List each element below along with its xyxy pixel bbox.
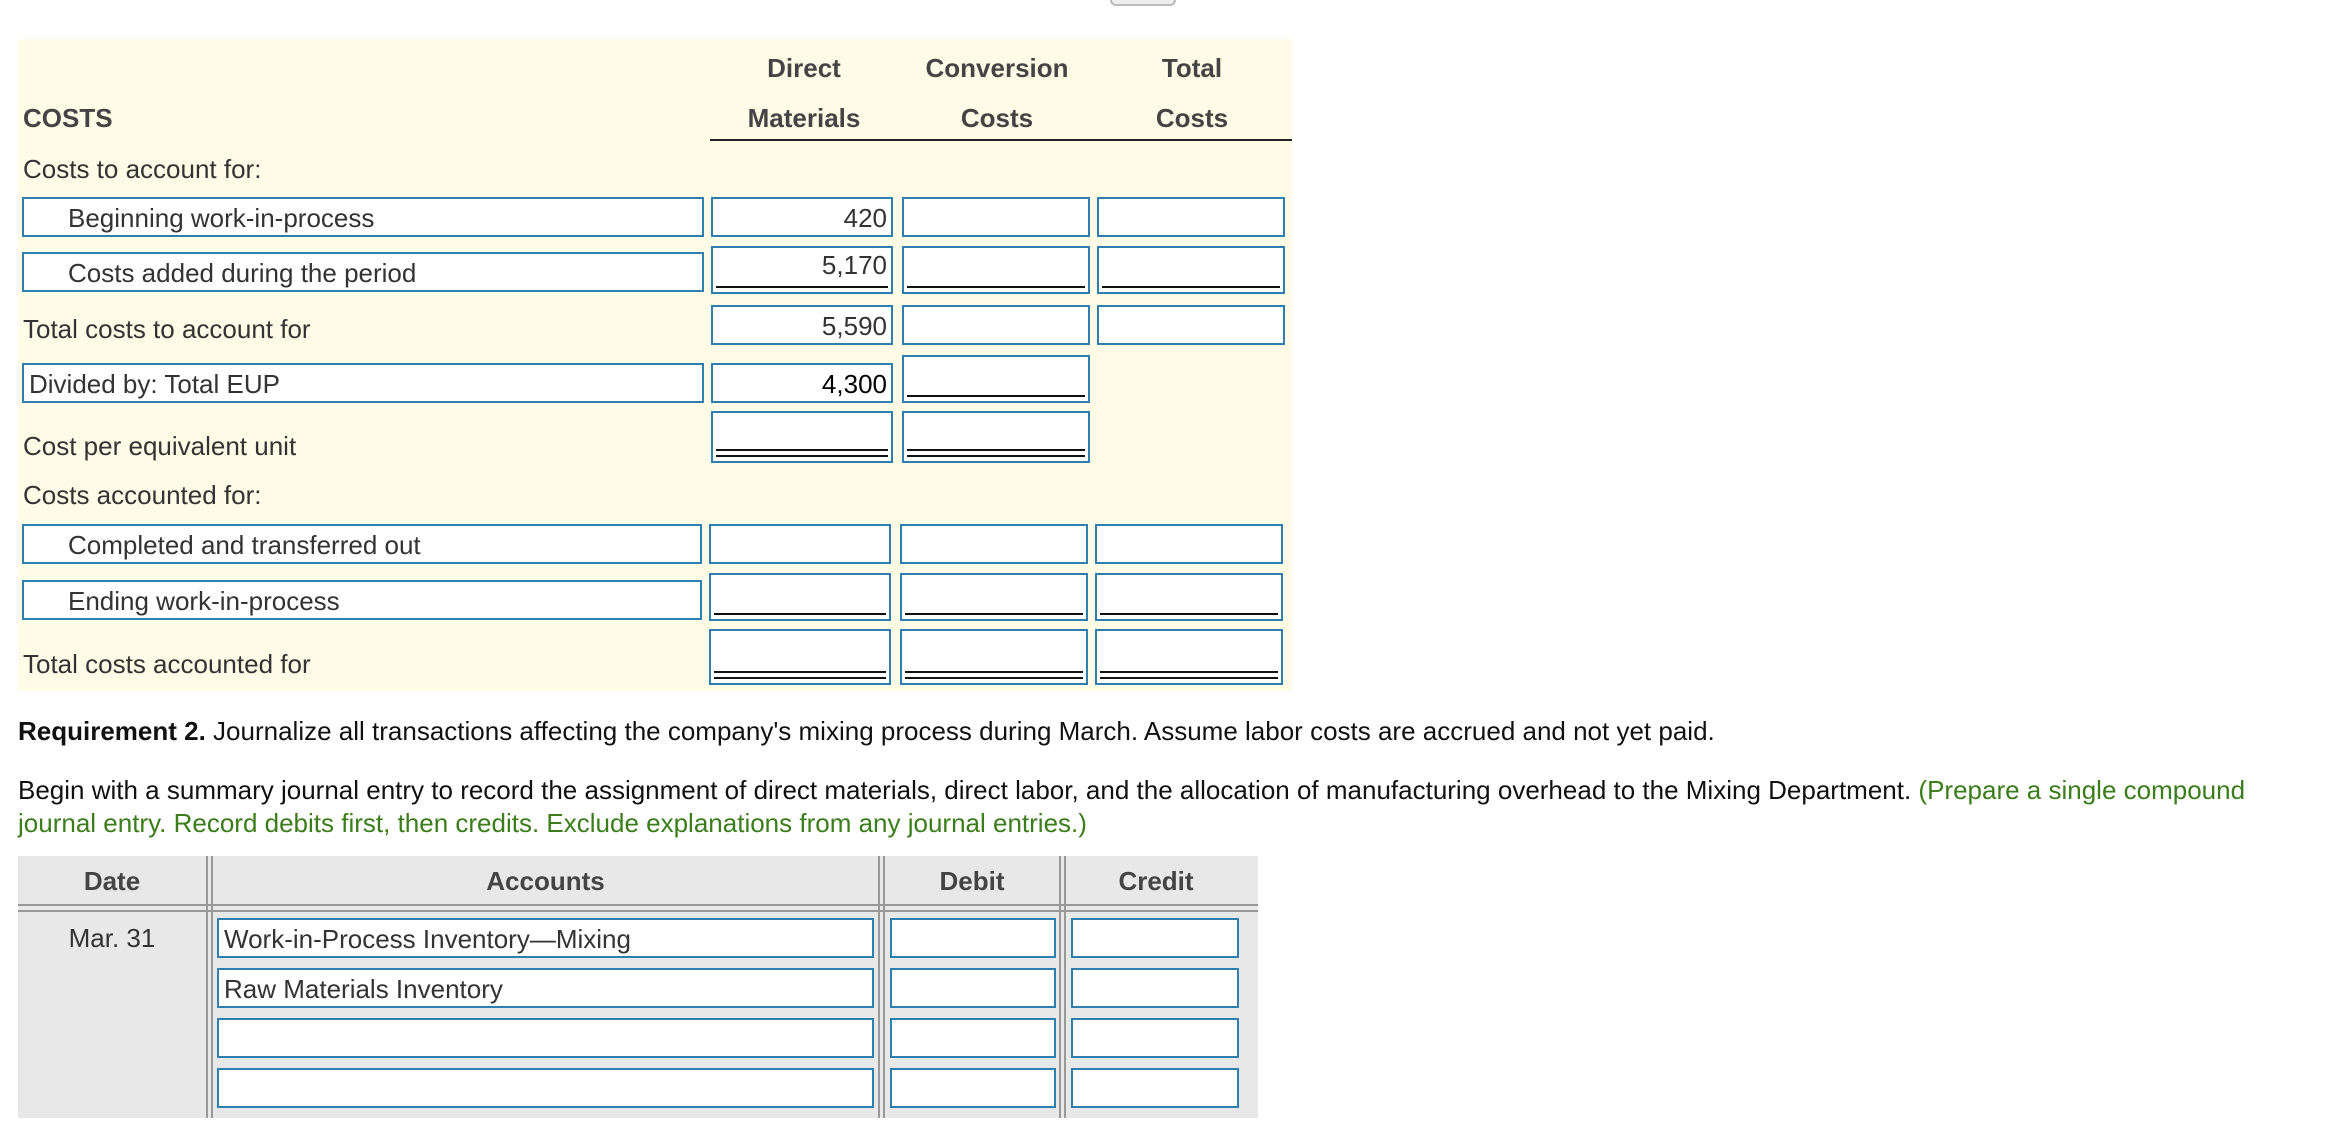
costs-added-dm-input[interactable]: 5,170 [711,246,893,294]
accounted-total-input[interactable] [1095,629,1283,685]
journal-credit-input-2[interactable] [1071,968,1239,1008]
completed-total-input[interactable] [1095,524,1283,564]
journal-debit-input-4[interactable] [890,1068,1056,1108]
ending-cc-input[interactable] [900,573,1088,621]
journal-sep-3 [1059,856,1066,1118]
journal-sep-2 [878,856,885,1118]
costs-added-cc-input[interactable] [902,246,1090,294]
requirement-label: Requirement 2. [18,716,206,746]
cc-header-line1: Conversion [925,53,1069,83]
journal-account-input-3[interactable] [217,1018,874,1058]
ending-wip-label: Ending work-in-process [22,580,702,620]
cpeu-dm-input[interactable] [711,411,893,463]
costs-added-total-input[interactable] [1097,246,1285,294]
beginning-wip-label: Beginning work-in-process [22,197,704,237]
total-costs-cc-input[interactable] [902,305,1090,345]
beginning-wip-cc-input[interactable] [902,197,1090,237]
journal-header-accounts: Accounts [486,866,605,896]
journal-sep-1 [206,856,213,1118]
total-costs-to-account-label: Total costs to account for [23,314,311,344]
requirement-paragraph [18,716,2308,747]
dm-header-line2: Materials [747,103,861,133]
journal-debit-input-3[interactable] [890,1018,1056,1058]
journal-credit-input-4[interactable] [1071,1068,1239,1108]
ending-total-input[interactable] [1095,573,1283,621]
eup-dm-input[interactable]: 4,300 [711,363,893,403]
journal-date: Mar. 31 [68,923,156,953]
total-costs-accounted-label: Total costs accounted for [23,649,311,679]
journal-credit-input-1[interactable] [1071,918,1239,958]
instruction-paragraph [18,774,2308,840]
instruction-text: Begin with a summary journal entry to record the assignment of direct materials, direct labor, and the allocation of manufacturing overhead to the Mixing Department. [18,775,1919,805]
eup-cc-input[interactable] [902,355,1090,403]
cc-header-line2: Costs [960,103,1034,133]
accounted-dm-input[interactable] [709,629,891,685]
tc-header-line1: Total [1161,53,1223,83]
completed-transferred-label: Completed and transferred out [22,524,702,564]
tc-header-line2: Costs [1155,103,1229,133]
journal-debit-input-1[interactable] [890,918,1056,958]
cost-per-eu-label: Cost per equivalent unit [23,431,297,461]
journal-header-debit: Debit [939,866,1005,896]
ending-dm-input[interactable] [709,573,891,621]
journal-header-date: Date [83,866,141,896]
costs-panel [18,39,1292,691]
journal-account-input-2[interactable]: Raw Materials Inventory [217,968,874,1008]
accounted-cc-input[interactable] [900,629,1088,685]
completed-cc-input[interactable] [900,524,1088,564]
dm-header-line1: Direct [767,53,841,83]
top-tab-remnant [1110,0,1176,6]
journal-table [18,856,1258,1118]
journal-account-input-4[interactable] [217,1068,874,1108]
requirement-text: Journalize all transactions affecting the company's mixing process during March. Assume labor costs are accrued and not yet paid. [205,716,1715,746]
total-costs-total-input[interactable] [1097,305,1285,345]
completed-dm-input[interactable] [709,524,891,564]
divided-by-eup-label: Divided by: Total EUP [22,363,704,403]
instruction-note: (Prepare a single compound journal entry. Record debits first, then credits. Exclude explanations from any journal entries.) [18,775,2246,838]
total-costs-dm-input[interactable]: 5,590 [711,305,893,345]
costs-to-account-label: Costs to account for: [23,154,262,184]
costs-accounted-for-label: Costs accounted for: [23,480,262,510]
cpeu-cc-input[interactable] [902,411,1090,463]
journal-debit-input-2[interactable] [890,968,1056,1008]
costs-title: COSTS [23,103,113,133]
journal-header-border [18,904,1258,912]
journal-credit-input-3[interactable] [1071,1018,1239,1058]
journal-account-input-1[interactable]: Work-in-Process Inventory—Mixing [217,918,874,958]
beginning-wip-total-input[interactable] [1097,197,1285,237]
header-underline [710,139,1292,141]
costs-added-label: Costs added during the period [22,252,704,292]
beginning-wip-dm-input[interactable]: 420 [711,197,893,237]
journal-header-credit: Credit [1118,866,1194,896]
